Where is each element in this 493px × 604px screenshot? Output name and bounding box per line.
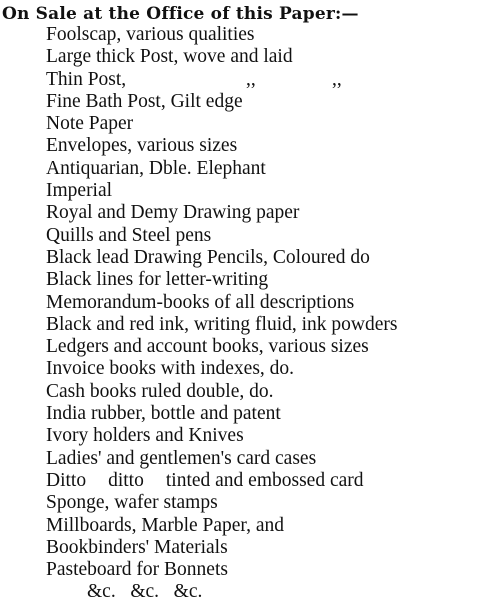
item-text: Thin Post, bbox=[46, 68, 127, 90]
heading: On Sale at the Office of this Paper:— bbox=[2, 4, 359, 24]
list-item: Cash books ruled double, do. bbox=[46, 380, 274, 402]
list-item: Fine Bath Post, Gilt edge bbox=[46, 90, 243, 112]
item-text: Ditto bbox=[46, 469, 87, 491]
list-item: Quills and Steel pens bbox=[46, 224, 212, 246]
list-item bbox=[46, 470, 397, 492]
list-item: Black and red ink, writing fluid, ink powders bbox=[46, 313, 398, 335]
list-item: Large thick Post, wove and laid bbox=[46, 46, 293, 68]
item-list bbox=[46, 24, 397, 604]
list-item: Royal and Demy Drawing paper bbox=[46, 202, 300, 224]
list-item: Note Paper bbox=[46, 113, 134, 135]
list-item: Ledgers and account books, various sizes bbox=[46, 336, 369, 358]
list-item: Bookbinders' Materials bbox=[46, 536, 228, 558]
list-item: Memorandum-books of all descriptions bbox=[46, 291, 355, 313]
list-item: Envelopes, various sizes bbox=[46, 135, 238, 157]
list-item: Antiquarian, Dble. Elephant bbox=[46, 157, 266, 179]
list-item: &c. &c. &c. bbox=[87, 581, 203, 603]
item-text: tinted and embossed card bbox=[165, 469, 364, 491]
item-text: ditto bbox=[108, 469, 144, 491]
list-item: Ivory holders and Knives bbox=[46, 425, 244, 447]
list-item: Ladies' and gentlemen's card cases bbox=[46, 447, 317, 469]
ditto-mark: ,, bbox=[246, 68, 256, 90]
list-item: Foolscap, various qualities bbox=[46, 24, 255, 45]
list-item bbox=[46, 69, 397, 91]
list-item: Millboards, Marble Paper, and bbox=[46, 514, 285, 536]
list-item: Black lines for letter-writing bbox=[46, 269, 269, 291]
list-item: Invoice books with indexes, do. bbox=[46, 358, 295, 380]
ditto-mark: ,, bbox=[332, 68, 342, 90]
list-item: Black lead Drawing Pencils, Coloured do bbox=[46, 246, 370, 268]
list-item: Sponge, wafer stamps bbox=[46, 492, 218, 514]
list-item: Imperial bbox=[46, 180, 113, 202]
list-item: India rubber, bottle and patent bbox=[46, 403, 281, 425]
list-item: Pasteboard for Bonnets bbox=[46, 559, 228, 581]
